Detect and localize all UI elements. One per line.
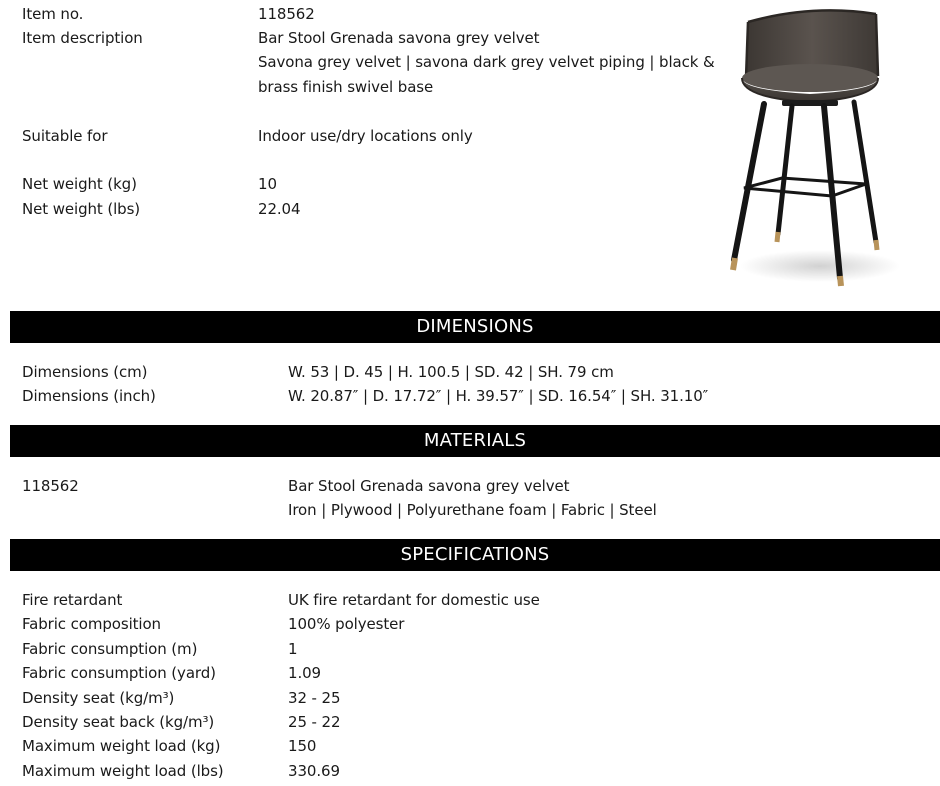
spec-row-value: 150 [288, 737, 317, 755]
spec-row-value: 1 [288, 640, 298, 658]
spec-row-label: Fabric consumption (m) [22, 640, 198, 658]
spec-row-value: UK fire retardant for domestic use [288, 591, 540, 609]
item-no-label: Item no. [22, 5, 84, 23]
item-description-line2: Savona grey velvet | savona dark grey velvet piping | black & [258, 53, 715, 71]
spec-row-label: Fire retardant [22, 591, 123, 609]
spec-row-value: 330.69 [288, 762, 340, 780]
materials-item-label: 118562 [22, 477, 79, 495]
materials-list: Iron | Plywood | Polyurethane foam | Fabric | Steel [288, 501, 657, 519]
dimensions-inch-label: Dimensions (inch) [22, 387, 156, 405]
net-weight-lbs-label: Net weight (lbs) [22, 200, 141, 218]
item-description-line3: brass finish swivel base [258, 78, 434, 96]
specifications-heading: SPECIFICATIONS [10, 539, 940, 571]
spec-row-label: Density seat (kg/m³) [22, 689, 175, 707]
spec-row-value: 25 - 22 [288, 713, 341, 731]
spec-row-label: Fabric composition [22, 615, 161, 633]
materials-item-name: Bar Stool Grenada savona grey velvet [288, 477, 570, 495]
spec-row-value: 32 - 25 [288, 689, 341, 707]
spec-row-label: Maximum weight load (kg) [22, 737, 221, 755]
item-no-value: 118562 [258, 5, 315, 23]
materials-heading: MATERIALS [10, 425, 940, 457]
net-weight-kg-value: 10 [258, 175, 277, 193]
item-description-line1: Bar Stool Grenada savona grey velvet [258, 29, 540, 47]
spec-row-label: Maximum weight load (lbs) [22, 762, 224, 780]
suitable-for-value: Indoor use/dry locations only [258, 127, 473, 145]
spec-row-label: Fabric consumption (yard) [22, 664, 216, 682]
net-weight-kg-label: Net weight (kg) [22, 175, 137, 193]
spec-row-label: Density seat back (kg/m³) [22, 713, 215, 731]
dimensions-cm-label: Dimensions (cm) [22, 363, 148, 381]
spec-row-value: 100% polyester [288, 615, 405, 633]
bar-stool-product-image [720, 6, 910, 290]
dimensions-cm-value: W. 53 | D. 45 | H. 100.5 | SD. 42 | SH. 79 cm [288, 363, 614, 381]
spec-row-value: 1.09 [288, 664, 321, 682]
net-weight-lbs-value: 22.04 [258, 200, 301, 218]
item-description-label: Item description [22, 29, 143, 47]
suitable-for-label: Suitable for [22, 127, 108, 145]
dimensions-heading: DIMENSIONS [10, 311, 940, 343]
dimensions-inch-value: W. 20.87″ | D. 17.72″ | H. 39.57″ | SD. 16.54″ | SH. 31.10″ [288, 387, 709, 405]
